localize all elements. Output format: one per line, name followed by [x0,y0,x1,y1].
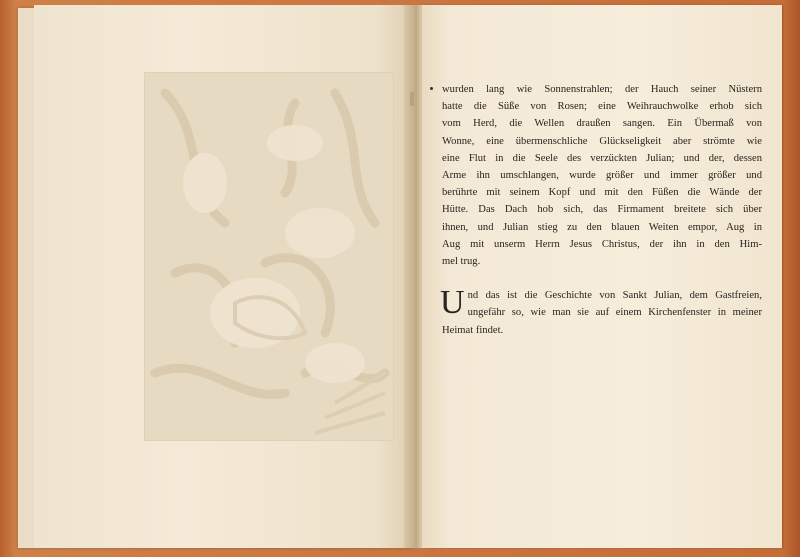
faded-woodcut-illustration [144,72,394,441]
text-line: ungefähr so, wie man sie auf einem Kirchenfenster in meiner [467,307,762,319]
body-text [442,81,762,339]
text-line: Heimat findet. [442,324,504,336]
text-line: Aug mit unserm Herrn Jesus Christus, der ihn in den Him- [442,238,762,250]
text-line: Hütte. Das Dach hob sich, das Firmament breitete sich über [442,204,762,216]
text-line: vom Herd, die Wellen draußen sangen. Ein Übermaß von [442,118,762,130]
text-line: mel trug. [442,256,481,268]
binding-stitch [410,92,414,106]
text-line: eine Flut in die Seele des verzückten Julian; und der, dessen [442,152,762,164]
page-mark [430,87,433,90]
text-line: wurden lang wie Sonnenstrahlen; der Hauch seiner Nüstern [442,84,762,95]
text-line: berührte mit seinem Kopf und mit den Füßen die Wände der [442,187,762,199]
drop-cap: U [440,284,465,322]
text-line: Wonne, eine übermenschliche Glückseligkeit aber strömte wie [442,135,762,147]
right-page [422,5,782,548]
text-line: hatte die Süße von Rosen; eine Weihrauchwolke erhob sich [442,101,762,113]
left-page [34,5,414,548]
final-paragraph [440,284,762,339]
woodcut-show-through [145,73,393,440]
text-line: ihnen, und Julian stieg zu den blauen Weiten empor, Aug in [442,221,762,233]
text-line: Arme ihn umschlangen, wurde größer und immer größer und [442,170,762,182]
text-line: nd das ist die Geschichte von Sankt Julian, dem Gastfreien, [467,290,762,302]
